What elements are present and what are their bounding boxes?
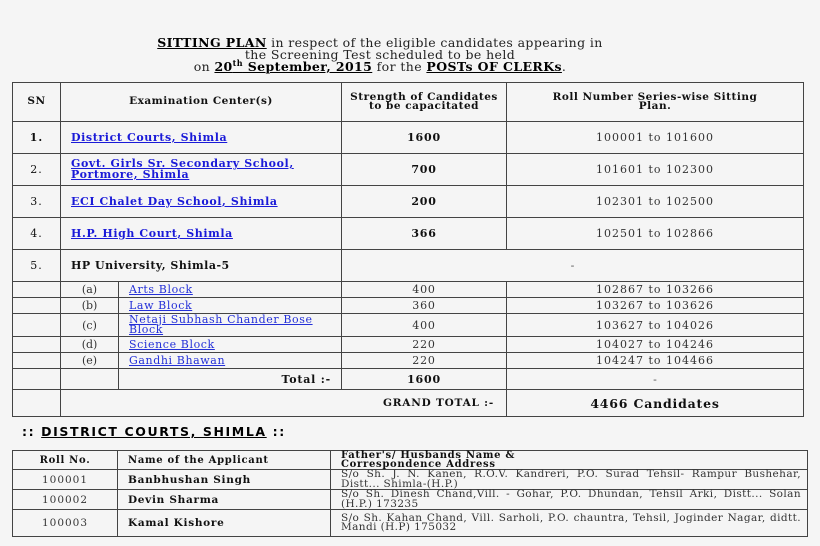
- block-roll-range: 104027 to 104246: [507, 337, 804, 353]
- applicant-address: S/o Sh. Kahan Chand, Vill. Sarholi, P.O. chauntra, Tehsil, Joginder Nagar, didtt. Mandi (H.P) 175032: [331, 510, 808, 537]
- university-row: [13, 250, 804, 282]
- total-roll: -: [507, 369, 804, 390]
- block-strength: 400: [342, 314, 507, 337]
- title-on: on: [193, 59, 215, 74]
- section-title: :: DISTRICT COURTS, SHIMLA ::: [22, 424, 286, 439]
- block-row: [13, 282, 804, 298]
- table-header-row: [13, 451, 808, 470]
- grand-total-row: [13, 390, 804, 417]
- row-strength: 1600: [342, 122, 507, 154]
- block-row: [13, 298, 804, 314]
- table-row: [13, 490, 808, 510]
- total-value: 1600: [342, 369, 507, 390]
- block-letter: (c): [61, 314, 119, 337]
- university-dash: -: [342, 250, 804, 282]
- applicant-address: S/o Sh. Dinesh Chand,Vill. - Gohar, P.O. Dhundan, Tehsil Arki, Distt... Solan (H.P.) 173235: [331, 490, 808, 510]
- block-link[interactable]: Gandhi Bhawan: [129, 354, 226, 367]
- table-row: [13, 470, 808, 490]
- block-letter: (e): [61, 353, 119, 369]
- applicant-name: Devin Sharma: [118, 490, 331, 510]
- grand-total-value: 4466 Candidates: [507, 390, 804, 417]
- header-applicant-name: Name of the Applicant: [118, 451, 331, 470]
- block-strength: 360: [342, 298, 507, 314]
- title-line2: the Screening Test scheduled to be held: [244, 47, 516, 62]
- center-link[interactable]: ECI Chalet Day School, Shimla: [71, 195, 278, 208]
- row-strength: 366: [342, 218, 507, 250]
- table-row: [13, 154, 804, 186]
- block-strength: 220: [342, 337, 507, 353]
- block-letter: (a): [61, 282, 119, 298]
- center-link[interactable]: H.P. High Court, Shimla: [71, 227, 233, 240]
- roll-number: 100001: [13, 470, 118, 490]
- title-for: for the: [372, 59, 427, 74]
- applicant-name: Kamal Kishore: [118, 510, 331, 537]
- roll-number: 100002: [13, 490, 118, 510]
- block-link[interactable]: Law Block: [129, 299, 193, 312]
- block-row: [13, 337, 804, 353]
- table-row: [13, 218, 804, 250]
- block-roll-range: 103267 to 103626: [507, 298, 804, 314]
- university-total-row: [13, 369, 804, 390]
- header-sn: SN: [13, 83, 61, 122]
- block-link[interactable]: Science Block: [129, 338, 215, 351]
- block-link[interactable]: Netaji Subhash Chander Bose Block: [129, 312, 313, 336]
- table-row: [13, 122, 804, 154]
- block-strength: 400: [342, 282, 507, 298]
- row-strength: 700: [342, 154, 507, 186]
- block-letter: (b): [61, 298, 119, 314]
- total-label: Total :-: [119, 369, 342, 390]
- exam-date: 20th September, 2015: [214, 57, 373, 74]
- block-row: [13, 314, 804, 337]
- block-roll-range: 102867 to 103266: [507, 282, 804, 298]
- table-row: [13, 510, 808, 537]
- row-sn: 2.: [13, 154, 61, 186]
- sitting-plan-table: [12, 82, 804, 417]
- row-sn: 3.: [13, 186, 61, 218]
- row-sn: 4.: [13, 218, 61, 250]
- title-heading: SITTING PLAN: [157, 35, 267, 50]
- roll-number: 100003: [13, 510, 118, 537]
- university-name: HP University, Shimla-5: [61, 250, 342, 282]
- row-roll-range: 102501 to 102866: [507, 218, 804, 250]
- title-line1: in respect of the eligible candidates appearing in: [266, 35, 603, 50]
- center-link[interactable]: Govt. Girls Sr. Secondary School, Portmore, Shimla: [71, 157, 294, 181]
- header-center: Examination Center(s): [61, 83, 342, 122]
- center-link[interactable]: District Courts, Shimla: [71, 131, 228, 144]
- block-roll-range: 104247 to 104466: [507, 353, 804, 369]
- block-link[interactable]: Arts Block: [129, 283, 193, 296]
- applicant-name: Banbhushan Singh: [118, 470, 331, 490]
- header-roll-no: Roll No.: [13, 451, 118, 470]
- table-header-row: [13, 83, 804, 122]
- row-roll-range: 102301 to 102500: [507, 186, 804, 218]
- document-title: SITTING PLAN in respect of the eligible candidates appearing in the Screening Test scheduled to be held on 20th September, 2015 for the POSTs OF CLERKs.: [0, 37, 760, 73]
- grand-total-label: GRAND TOTAL :-: [61, 390, 507, 417]
- header-strength: Strength of Candidates to be capacitated: [342, 83, 507, 122]
- block-letter: (d): [61, 337, 119, 353]
- block-row: [13, 353, 804, 369]
- applicant-address: S/o Sh. J. N. Kanen, R.O.V. Kandreri, P.O. Surad Tehsil- Rampur Bushehar, Distt... Shimla-(H.P.): [331, 470, 808, 490]
- block-roll-range: 103627 to 104026: [507, 314, 804, 337]
- posts-name: POSTs OF CLERKs: [426, 59, 562, 74]
- row-sn: 1.: [13, 122, 61, 154]
- row-sn: 5.: [13, 250, 61, 282]
- table-row: [13, 186, 804, 218]
- header-roll: Roll Number Series-wise Sitting Plan.: [507, 83, 804, 122]
- block-strength: 220: [342, 353, 507, 369]
- candidates-table: [12, 450, 808, 537]
- row-strength: 200: [342, 186, 507, 218]
- row-roll-range: 101601 to 102300: [507, 154, 804, 186]
- row-roll-range: 100001 to 101600: [507, 122, 804, 154]
- header-address: Father's/ Husbands Name & Correspondence Address: [331, 451, 808, 470]
